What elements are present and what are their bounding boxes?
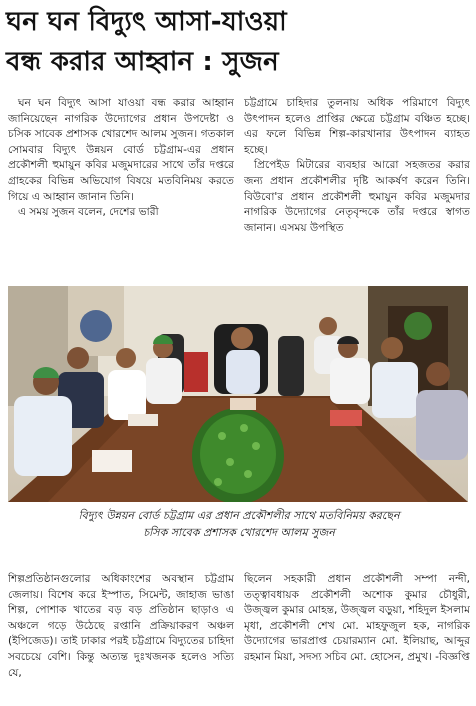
article-column-3 bbox=[8, 572, 234, 702]
headline-line-1: ঘন ঘন বিদ্যুৎ আসা-যাওয়া bbox=[6, 7, 287, 37]
paragraph: চট্টগ্রামে চাহিদার তুলনায় অধিক পরিমাণে বিদ্যুৎ উৎপাদন হলেও প্রাপ্তির ক্ষেত্রে চট্টগ্রাম বঞ্চিত হচ্ছে। এর ফলে বিভিন্ন শিল্প-কারখানার উৎপাদন ব্যাহত হচ্ছে। bbox=[244, 97, 470, 156]
article-column-2 bbox=[244, 96, 470, 284]
article-column-4 bbox=[244, 572, 470, 702]
caption-line-2: চসিক সাবেক প্রশাসক খোরশেদ আলম সুজন bbox=[143, 526, 335, 539]
paragraph: শিল্পপ্রতিষ্ঠানগুলোর অধিকাংশের অবস্থান চট্টগ্রাম জেলায়। বিশেষ করে ইস্পাত, সিমেন্ট, জাহাজ ভাঙা শিল্প, পোশাক খাতের বড় বড় প্রতিষ্ঠান ছাড়াও এ অঞ্চলে গড়ে উঠেছে রপ্তানি প্রক্রিয়াকরণ অঞ্চল (ইপিজেড)। তাই ঢাকার পরই চট্টগ্রামে বিদ্যুতের চাহিদা সবচেয়ে বেশি। কিন্তু অত্যন্ত দুঃখজনক হলেও সত্যি যে, bbox=[8, 573, 234, 679]
article-column-1 bbox=[8, 96, 234, 284]
meeting-photo-illustration bbox=[8, 286, 468, 502]
paragraph: এ সময় সুজন বলেন, দেশের ভারী bbox=[18, 206, 159, 219]
paragraph: ঘন ঘন বিদ্যুৎ আসা যাওয়া বন্ধ করার আহ্বান জানিয়েছেন নাগরিক উদ্যোগের প্রধান উপদেষ্টা ও চসিক সাবেক প্রশাসক খোরশেদ আলম সুজন। গতকাল সোমবার বিদ্যুৎ উন্নয়ন বোর্ড চট্টগ্রাম-এর প্রধান প্রকৌশলী হুমায়ুন কবির মজুমদারের সাথে তাঁর দপ্তরে গ্রাহকের বিভিন্ন অভিযোগ বিষয়ে মতবিনিময় করতে গিয়ে এ আহ্বান জানান তিনি। bbox=[8, 97, 234, 203]
headline bbox=[6, 2, 468, 82]
paragraph: ছিলেন সহকারী প্রধান প্রকৌশলী সম্পা নন্দী, তত্ত্বাবধায়ক প্রকৌশলী অশোক কুমার চৌধুরী, উজ্জ্বল কুমার মোহন্ত, উজ্জ্বল বড়ুয়া, শহিদুল ইসলাম মৃধা, প্রকৌশলী শেখ মো. মাহফুজুল হক, নাগরিক উদ্যোগের ভারপ্রাপ্ত চেয়ারম্যান মো. ইলিয়াছ, আব্দুর রহমান মিয়া, সদস্য সচিব মো. হোসেন, প্রমুখ। -বিজ্ঞপ্তি bbox=[244, 573, 470, 663]
meeting-photo bbox=[8, 286, 468, 502]
paragraph: প্রিপেইড মিটারের ব্যবহার আরো সহজতর করার জন্য প্রধান প্রকৌশলীর দৃষ্টি আকর্ষণ করেন তিনি। বিউবো'র প্রধান প্রকৌশলী হুমায়ুন কবির মজুমদার নাগরিক উদ্যোগের নেতৃবৃন্দকে তাঁর দপ্তরে স্বাগত জানান। এসময় উপস্থিত bbox=[244, 159, 470, 234]
caption-line-1: বিদ্যুৎ উন্নয়ন বোর্ড চট্টগ্রাম এর প্রধান প্রকৌশলীর সাথে মতবিনিময় করছেন bbox=[78, 509, 400, 522]
photo-caption bbox=[8, 507, 470, 541]
headline-line-2: বন্ধ করার আহ্বান : সুজন bbox=[6, 47, 279, 77]
